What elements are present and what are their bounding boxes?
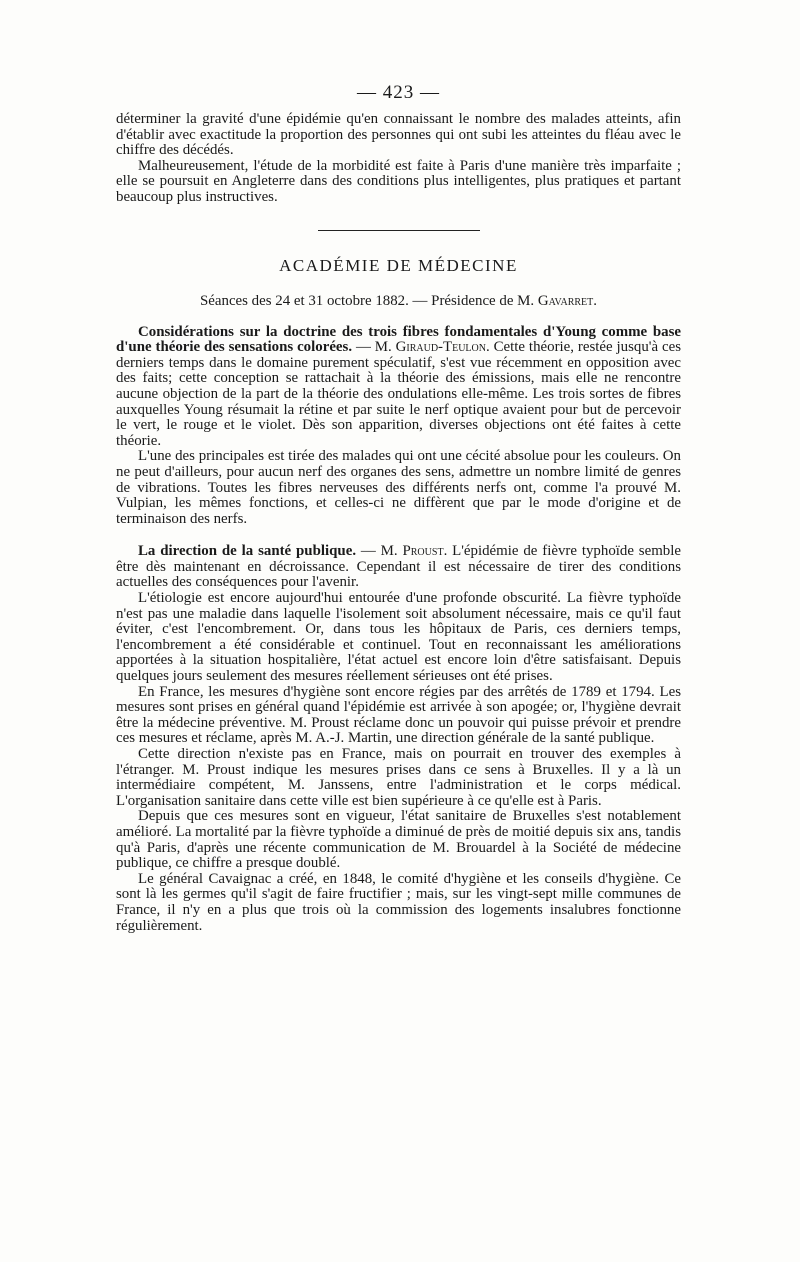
intro-paragraph-1: déterminer la gravité d'une épidémie qu'en connaissant le nombre des malades atteints, afin d'établir avec exactitude la proportion des personnes qui ont subi les atteintes du fléau avec le chiffre des décédés. — [116, 111, 681, 159]
article2-lead-paragraph — [116, 544, 681, 591]
article1-author: Giraud-Teulon — [395, 339, 486, 356]
section-title: ACADÉMIE DE MÉDECINE — [279, 255, 518, 275]
section-divider — [318, 230, 480, 231]
page-number: — 423 — — [357, 82, 440, 103]
article2-paragraph: Le général Cavaignac a créé, en 1848, le comité d'hygiène et les conseils d'hygiène. Ce sont là les germes qu'il s'agit de faire fructifier ; mais, sur les vingt-sept mille communes de France, il n'y en a plus que trois où la commission des logements insalubres fonctionne régulièrement. — [116, 870, 681, 934]
article2-paragraph: Cette direction n'existe pas en France, mais on pourrait en trouver des exemples à l'étranger. M. Proust indique les mesures prises dans ce sens à Bruxelles. Il y a là un intermédiaire compétent, M. Janssens, entre l'administration et le corps médical. L'organisation sanitaire dans cette ville est bien supérieure à ce qu'elle est à Paris. — [116, 746, 681, 809]
article2-paragraph: L'étiologie est encore aujourd'hui entourée d'une profonde obscurité. La fièvre typhoïde n'est pas une maladie dans laquelle l'isolement soit absolument nécessaire, mais ce qu'il faut éviter, c'est l'encombrement. Or, dans tous les hôpitaux de Paris, ces derniers temps, l'encombrement a été considérable et continuel. Tout en reconnaissant les améliorations apportées à la situation hospitalière, l'état actuel est encore loin d'être satisfaisant. Depuis quelques jours seulement des mesures réellement sérieuses ont été prises. — [116, 590, 681, 685]
article2-paragraph: Depuis que ces mesures sont en vigueur, l'état sanitaire de Bruxelles s'est notablement amélioré. La mortalité par la fièvre typhoïde a diminué de près de moitié depuis six ans, tandis qu'à Paris, d'après une récente communication de M. Brouardel à la Société de médecine publique, ce chiffre a presque doublé. — [116, 808, 681, 872]
article2-text: . L'épidémie de fièvre typhoïde semble être dès maintenant en décroissance. Cependant il est nécessaire de tirer des conditions actuelles des conséquences pour l'avenir. — [116, 543, 681, 591]
article2-dash: — M. — [356, 543, 403, 560]
intro-paragraph-2: Malheureusement, l'étude de la morbidité est faite à Paris d'une manière très imparfaite ; elle se poursuit en Angleterre dans des conditions plus intelligentes, plus pratiques et partant beaucoup plus instructives. — [116, 157, 681, 205]
text-column — [116, 82, 681, 934]
article1-paragraph: L'une des principales est tirée des malades qui ont une cécité absolue pour les couleurs. On ne peut d'ailleurs, pour aucun nerf des organes des sens, admettre un nombre limité de genres de vibrations. Toutes les fibres nerveuses des différents nerfs ont, comme l'a prouvé M. Vulpian, les mêmes fonctions, et celles-ci ne diffèrent que par le mode d'origine et de terminaison des nerfs. — [116, 448, 681, 527]
article2-heading: La direction de la santé publique. — [138, 543, 357, 560]
article1-heading: Considérations sur la doctrine des trois fibres fondamentales d'Young comme base d'une théorie des sensations colorées. — [116, 323, 681, 356]
article1-dash: — M. — [352, 339, 396, 356]
article-gap — [116, 527, 681, 544]
sessions-line — [116, 293, 681, 309]
sessions-text: Séances des 24 et 31 octobre 1882. — Présidence de M. — [200, 292, 538, 309]
article1-text: . Cette théorie, restée jusqu'à ces derniers temps dans le domaine purement spéculatif, s'est vue récemment en opposition avec des faits; cette conception se rattachait à la théorie des émissions, mais elle ne rencontre aucune objection de la part de la théorie des ondulations elle-même. Les trois sortes de fibres auxquelles Young résumait la rétine et par suite le nerf optique avaient pour but de percevoir le vert, le rouge et le violet. Dès son apparition, diverses objections ont été faites à cette théorie. — [116, 339, 681, 449]
article2-author: Proust — [402, 543, 444, 560]
president-name: Gavarret — [537, 292, 594, 309]
article2-paragraph: En France, les mesures d'hygiène sont encore régies par des arrêtés de 1789 et 1794. Les mesures sont prises en général quand l'épidémie est arrivée à son apogée; or, l'hygiène devrait être la médecine préventive. M. Proust réclame donc un pouvoir qui puisse prévoir et prendre ces mesures et réclame, après M. A.-J. Martin, une direction générale de la santé publique. — [116, 683, 681, 747]
article1-lead-paragraph — [116, 325, 681, 450]
sessions-end: . — [593, 292, 597, 309]
